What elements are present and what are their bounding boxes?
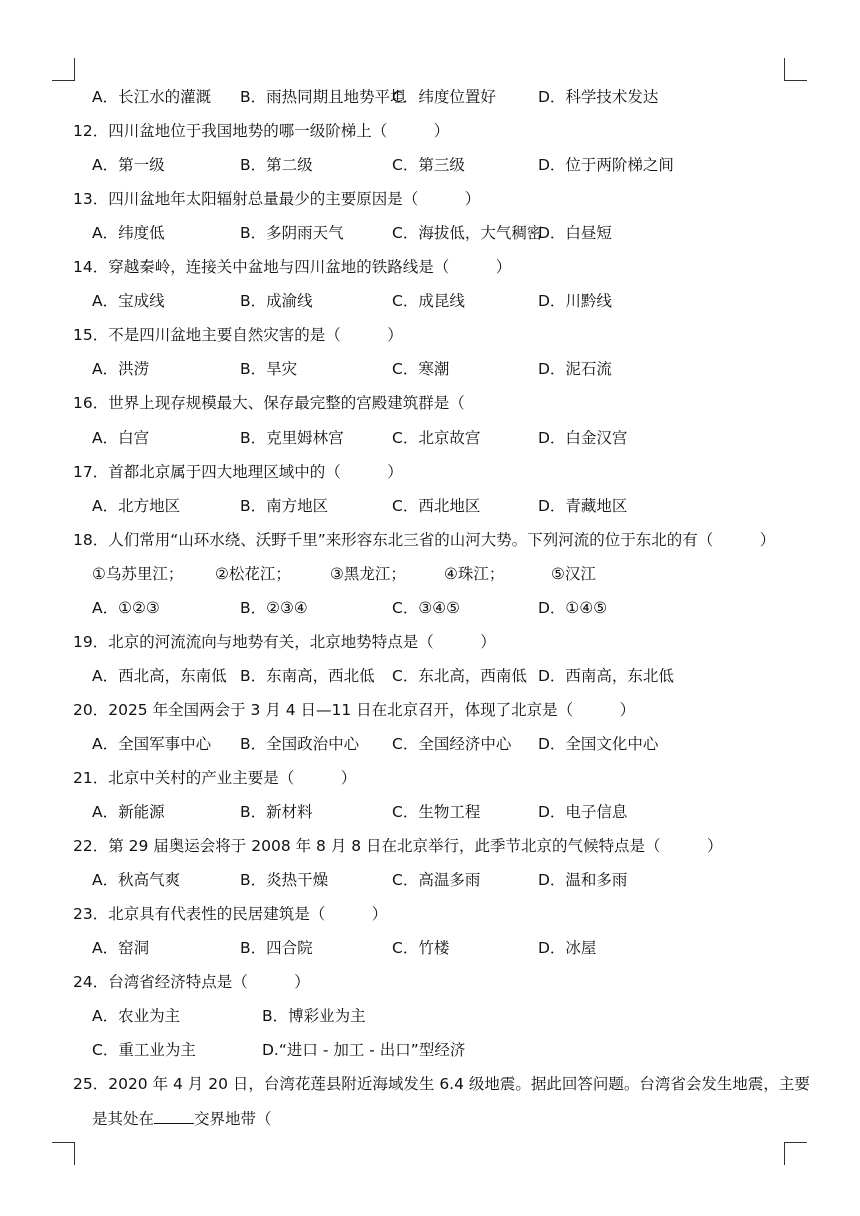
- answer-option: D．青藏地区: [538, 496, 628, 515]
- answer-option: A．全国军事中心: [92, 734, 212, 753]
- answer-option: A．北方地区: [92, 496, 181, 515]
- options-row: [0, 999, 860, 1033]
- answer-option: B．成渝线: [240, 292, 313, 311]
- question-stem: 18．人们常用“山环水绕、沃野千里”来形容东北三省的山河大势。下列河流的位于东北的有（ ）: [73, 530, 776, 549]
- answer-option: B．②③④: [240, 598, 308, 617]
- answer-option: C．竹楼: [392, 939, 450, 958]
- options-row: [0, 659, 860, 693]
- question-stem: 19．北京的河流流向与地势有关，北京地势特点是（ ）: [73, 632, 496, 651]
- question-stem: 17．首都北京属于四大地理区域中的（ ）: [73, 462, 403, 481]
- answer-option: D．川黔线: [538, 292, 612, 311]
- answer-option: C．寒潮: [392, 360, 450, 379]
- answer-option: A．农业为主: [92, 1007, 181, 1026]
- answer-option: B．东南高，西北低: [240, 666, 375, 685]
- answer-option: A．西北高，东南低: [92, 666, 227, 685]
- crop-mark-bottom-right: [784, 1142, 807, 1165]
- answer-option: D．科学技术发达: [538, 88, 659, 106]
- question-stem: 20．2025 年全国两会于 3 月 4 日—11 日在北京召开，体现了北京是（ ）: [73, 700, 636, 719]
- river-item: ⑤汉江: [551, 564, 596, 583]
- answer-option: C．海拔低，大气稠密: [392, 224, 543, 243]
- answer-option: B．博彩业为主: [262, 1007, 366, 1026]
- crop-mark-top-right: [784, 58, 807, 81]
- answer-option: D．泥石流: [538, 360, 612, 379]
- answer-option: C．重工业为主: [92, 1041, 196, 1060]
- river-item: ②松花江；: [215, 564, 291, 583]
- question-stem-continuation: [92, 1102, 272, 1136]
- answer-option: A．新能源: [92, 803, 165, 822]
- answer-option: D．①④⑤: [538, 598, 608, 617]
- stem-text: 交界地带（: [194, 1109, 272, 1128]
- answer-option: A．第一级: [92, 156, 165, 175]
- answer-option: C．纬度位置好: [392, 88, 496, 106]
- river-list-row: [0, 557, 860, 591]
- options-row: [0, 1033, 860, 1067]
- answer-option: C．北京故宫: [392, 428, 481, 447]
- question-stem: 14．穿越秦岭，连接关中盆地与四川盆地的铁路线是（ ）: [73, 258, 512, 277]
- answer-option: B．炎热干燥: [240, 871, 329, 890]
- options-row: [0, 727, 860, 761]
- answer-option: C．高温多雨: [392, 871, 481, 890]
- answer-option: C．全国经济中心: [392, 734, 512, 753]
- options-row: [0, 352, 860, 386]
- answer-option: B．多阴雨天气: [240, 224, 344, 243]
- answer-option: D．白金汉宫: [538, 428, 628, 447]
- options-row: [0, 421, 860, 455]
- question-stem: 22．第 29 届奥运会将于 2008 年 8 月 8 日在北京举行，此季节北京的气候特点是（ ）: [73, 837, 723, 856]
- answer-option: A．①②③: [92, 598, 160, 617]
- question-stem: 25．2020 年 4 月 20 日，台湾花莲县附近海域发生 6.4 级地震。据此回答问题。台湾省会发生地震，主要: [73, 1075, 810, 1094]
- options-row: [0, 863, 860, 897]
- answer-option: B．新材料: [240, 803, 313, 822]
- options-row: [0, 216, 860, 250]
- answer-option: C．生物工程: [392, 803, 481, 822]
- answer-option: C．东北高，西南低: [392, 666, 527, 685]
- stem-text: 是其处在: [92, 1109, 155, 1128]
- options-row: [0, 148, 860, 182]
- options-row: [0, 80, 860, 114]
- answer-option: D．白昼短: [538, 224, 612, 243]
- river-item: ④珠江；: [444, 564, 505, 583]
- crop-mark-top-left: [52, 58, 75, 81]
- answer-option: D．电子信息: [538, 803, 628, 822]
- question-stem: 24．台湾省经济特点是（ ）: [73, 973, 310, 992]
- answer-option: D．位于两阶梯之间: [538, 156, 674, 175]
- fill-in-blank: [154, 1109, 194, 1124]
- answer-option: B．全国政治中心: [240, 734, 360, 753]
- crop-mark-bottom-left: [52, 1142, 75, 1165]
- answer-option: B．旱灾: [240, 360, 298, 379]
- options-row: [0, 489, 860, 523]
- answer-option: A．窑洞: [92, 939, 150, 958]
- options-row: [0, 931, 860, 965]
- question-stem: 13．四川盆地年太阳辐射总量最少的主要原因是（ ）: [73, 190, 481, 209]
- answer-option: C．第三级: [392, 156, 465, 175]
- answer-option: B．四合院: [240, 939, 313, 958]
- river-item: ①乌苏里江；: [92, 564, 184, 583]
- answer-option: A．长江水的灌溉: [92, 88, 212, 106]
- answer-option: C．西北地区: [392, 496, 481, 515]
- answer-option: C．成昆线: [392, 292, 465, 311]
- question-stem: 12．四川盆地位于我国地势的哪一级阶梯上（ ）: [73, 122, 450, 141]
- answer-option: B．第二级: [240, 156, 313, 175]
- answer-option: D.“进口 - 加工 - 出口”型经济: [262, 1041, 466, 1060]
- answer-option: B．南方地区: [240, 496, 329, 515]
- options-row: [0, 284, 860, 318]
- question-stem: 23．北京具有代表性的民居建筑是（ ）: [73, 905, 388, 924]
- question-stem: 16．世界上现存规模最大、保存最完整的宫殿建筑群是（: [73, 394, 465, 413]
- answer-option: A．宝成线: [92, 292, 165, 311]
- answer-option: D．温和多雨: [538, 871, 628, 890]
- answer-option: B．雨热同期且地势平坦: [240, 88, 406, 106]
- question-stem: 21．北京中关村的产业主要是（ ）: [73, 769, 357, 787]
- answer-option: D．冰屋: [538, 939, 597, 958]
- answer-option: A．洪涝: [92, 360, 150, 379]
- river-item: ③黑龙江；: [330, 564, 406, 583]
- answer-option: A．纬度低: [92, 224, 165, 243]
- answer-option: A．白宫: [92, 428, 150, 447]
- question-stem: 15．不是四川盆地主要自然灾害的是（ ）: [73, 326, 403, 345]
- answer-option: B．克里姆林宫: [240, 428, 344, 447]
- answer-option: D．全国文化中心: [538, 734, 659, 753]
- options-row: [0, 795, 860, 829]
- answer-option: D．西南高，东北低: [538, 666, 674, 685]
- answer-option: A．秋高气爽: [92, 871, 181, 890]
- options-row: [0, 591, 860, 625]
- answer-option: C．③④⑤: [392, 598, 461, 617]
